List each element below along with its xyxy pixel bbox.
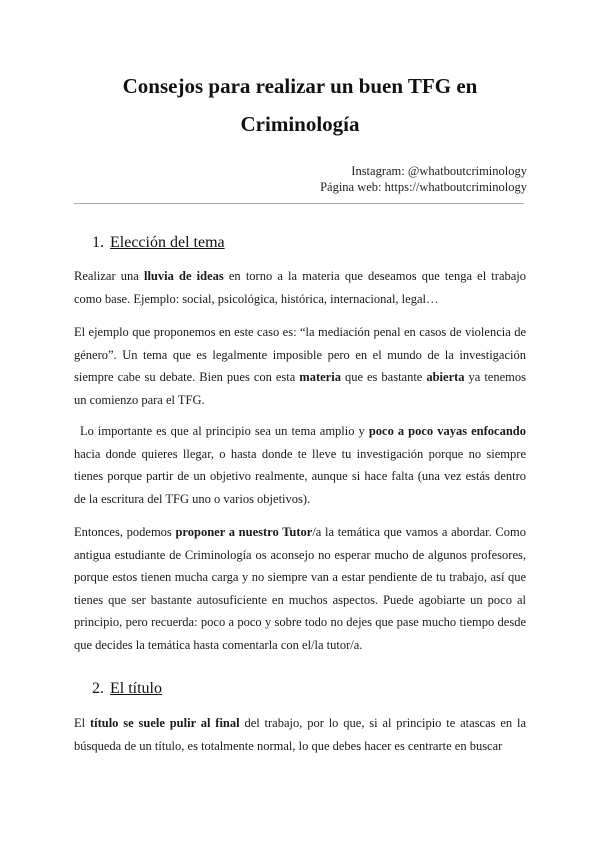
bold-text-run: título se suele pulir al final xyxy=(89,716,240,730)
document-title-line-1: Consejos para realizar un buen TFG en xyxy=(122,74,478,98)
text-run: Lo importante es que al principio sea un tema amplio y xyxy=(80,424,369,438)
bold-text-run: proponer a nuestro Tutor xyxy=(175,525,313,539)
instagram-handle: Instagram: @whatboutcriminology xyxy=(351,164,527,178)
text-run: El xyxy=(74,716,90,730)
text-run: que es bastante xyxy=(340,370,427,384)
text-run: hacia donde quieres llegar, o hasta donde te lleve tu investigación porque no siempre tienes porque partir de un objetivo realmente, aunque si hace falta (una vez estás dentro de la escritura del TFG uno o varios objetivos). xyxy=(74,446,526,506)
text-run: ya tenemos un comienzo para el TFG. xyxy=(74,370,526,407)
section-heading-2 xyxy=(92,680,162,698)
paragraph-s1-1 xyxy=(74,265,526,310)
header-divider xyxy=(74,203,524,204)
section-number: 1. xyxy=(92,234,104,251)
text-run: del trabajo, por lo que, si al principio te atascas en la búsqueda de un título, es totalmente normal, lo que debes hacer es centrarte en buscar xyxy=(74,716,527,753)
paragraph-s1-2 xyxy=(74,321,526,411)
text-run: en torno a la materia que deseamos que tenga el trabajo como base. Ejemplo: social, psicológica, histórica, internacional, legal… xyxy=(74,269,527,306)
paragraph-s2-1 xyxy=(74,712,526,757)
text-run: Entonces, podemos xyxy=(74,525,176,539)
section-title: Elección del tema xyxy=(110,234,225,251)
bold-text-run: materia xyxy=(299,370,341,384)
section-number: 2. xyxy=(92,680,104,697)
bold-text-run: abierta xyxy=(426,370,465,384)
paragraph-s1-4 xyxy=(74,521,526,656)
section-title: El título xyxy=(110,680,162,697)
bold-text-run: lluvia de ideas xyxy=(143,269,224,283)
document-title-line-2: Criminología xyxy=(240,112,360,136)
paragraph-s1-3 xyxy=(74,420,526,510)
section-heading-1 xyxy=(92,234,225,252)
website-link: Página web: https://whatboutcriminology xyxy=(320,180,527,194)
text-run: /a la temática que vamos a abordar. Como antigua estudiante de Criminología os aconsejo no esperar mucho de algunos profesores, porque estos tienen mucha carga y no siempre van a estar pendiente de tu trabajo, así que tienes que ser bastante autosuficiente en muchos aspectos. Puede agobiarte un poco al principio, pero recuerda: poco a poco y sobre todo no dejes que pase mucho tiempo desde que decides la temática hasta comentarla con el/la tutor/a. xyxy=(74,525,526,652)
text-run: El ejemplo que proponemos en este caso es: “la mediación penal en casos de violencia de género”. Un tema que es legalmente imposible pero en el mundo de la investigación siempre cabe su debate. Bien pues con esta xyxy=(74,325,526,384)
bold-text-run: poco a poco vayas enfocando xyxy=(368,424,526,438)
text-run: Realizar una xyxy=(74,269,144,283)
